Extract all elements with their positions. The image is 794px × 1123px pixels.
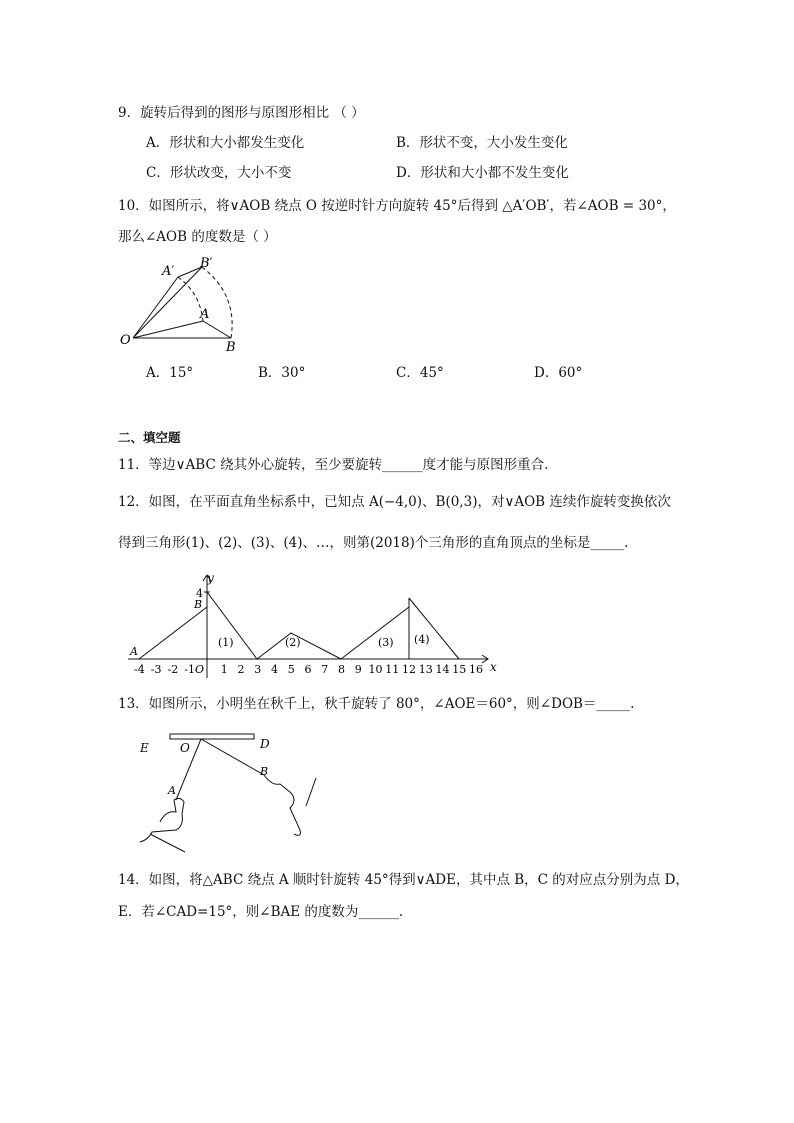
q10-stem-line2: 那么∠AOB 的度数是（ ） [118, 229, 277, 245]
label-triangle-2: (2) [285, 636, 301, 649]
q10-option-c: C．45° [396, 365, 444, 381]
x-tick-label: -3 [150, 663, 162, 676]
q9-option-d: D．形状和大小都不发生变化 [396, 165, 569, 181]
x-tick-label: 10 [368, 663, 383, 676]
x-tick-label: 15 [452, 663, 467, 676]
q10-option-d: D．60° [534, 365, 583, 381]
label-b1: B′ [200, 256, 213, 271]
q12-stem-line2: 得到三角形(1)、(2)、(3)、(4)、…，则第(2018)个三角形的直角顶点的坐标是_____. [118, 535, 629, 551]
y-tick-label-4: 4 [196, 587, 203, 600]
q10-option-b: B．30° [258, 365, 306, 381]
segment-ab [203, 321, 231, 338]
q10-stem-line1: 10．如图所示，将∨AOB 绕点 O 按逆时针方向旋转 45°后得到 △A′OB′，若∠AOB = 30°， [118, 198, 676, 214]
label-o: O [180, 741, 190, 755]
x-tick-label: 5 [287, 663, 295, 676]
x-tick-label: -2 [167, 663, 179, 676]
label-b: B [194, 598, 203, 611]
q12-figure [118, 570, 498, 682]
q9-option-b: B．形状不变，大小发生变化 [396, 135, 568, 151]
x-tick-label: 9 [354, 663, 362, 676]
x-tick-label: 2 [237, 663, 245, 676]
q9-stem: 9．旋转后得到的图形与原图形相比 （ ） [118, 105, 365, 121]
label-o: O [120, 333, 131, 348]
segment-ab [139, 607, 207, 659]
x-tick-label: 14 [435, 663, 450, 676]
q12-stem-line1: 12．如图，在平面直角坐标系中，已知点 A(−4,0)、B(0,3)，对∨AOB 连续作旋转变换依次 [118, 494, 671, 510]
q13-stem: 13．如图所示，小明坐在秋千上，秋千旋转了 80°，∠AOE＝60°，则∠DOB＝_____. [118, 696, 635, 712]
x-tick-label: -4 [134, 663, 145, 676]
label-triangle-4: (4) [414, 633, 430, 646]
label-b: B [226, 340, 236, 355]
q10-figure [118, 255, 248, 355]
x-tick-label: 4 [271, 663, 278, 676]
q14-stem-line1: 14．如图，将△ABC 绕点 A 顺时针旋转 45°得到∨ADE，其中点 B，C 的对应点分别为点 D， [118, 872, 689, 888]
axis-label-y: y [207, 571, 214, 585]
label-triangle-1: (1) [218, 636, 234, 649]
q9-option-c: C．形状改变，大小不变 [146, 165, 292, 181]
child-a [140, 798, 185, 852]
arc-b-b1 [202, 267, 232, 338]
x-tick-label: 12 [402, 663, 416, 676]
section-title: 二、填空题 [118, 430, 181, 445]
label-triangle-3: (3) [378, 636, 394, 649]
x-tick-labels [134, 663, 483, 676]
label-a1: A′ [162, 264, 175, 279]
axis-label-x: x [490, 660, 497, 674]
x-tick-label: -1 [184, 663, 195, 676]
x-tick-label: 13 [418, 663, 433, 676]
label-e: E [140, 741, 149, 755]
x-tick-label: 1 [220, 663, 228, 676]
child-b [264, 775, 316, 835]
x-tick-label: 7 [321, 663, 329, 676]
triangle-3-hyp [341, 607, 409, 659]
label-a: A [130, 645, 138, 658]
beam [170, 734, 254, 739]
q14-stem-line2: E．若∠CAD=15°，则∠BAE 的度数为______. [118, 904, 404, 920]
q9-option-a: A．形状和大小都发生变化 [146, 135, 305, 151]
segment-a1b1 [178, 267, 202, 277]
x-tick-label: 8 [338, 663, 345, 676]
label-origin: O [195, 663, 205, 676]
x-tick-label: 16 [469, 663, 483, 676]
x-tick-label: 6 [304, 663, 312, 676]
label-a: A [168, 784, 176, 797]
x-tick-label: 3 [254, 663, 262, 676]
label-d: D [260, 737, 270, 751]
label-b: B [260, 765, 269, 778]
triangle-4-hyp [409, 598, 459, 659]
label-a: A [200, 307, 210, 322]
rope-ob [201, 739, 264, 775]
x-tick-label: 11 [385, 663, 400, 676]
q13-figure [130, 730, 330, 858]
q10-option-a: A．15° [146, 365, 194, 381]
q11-stem: 11．等边∨ABC 绕其外心旋转，至少要旋转______度才能与原图形重合. [118, 457, 549, 473]
